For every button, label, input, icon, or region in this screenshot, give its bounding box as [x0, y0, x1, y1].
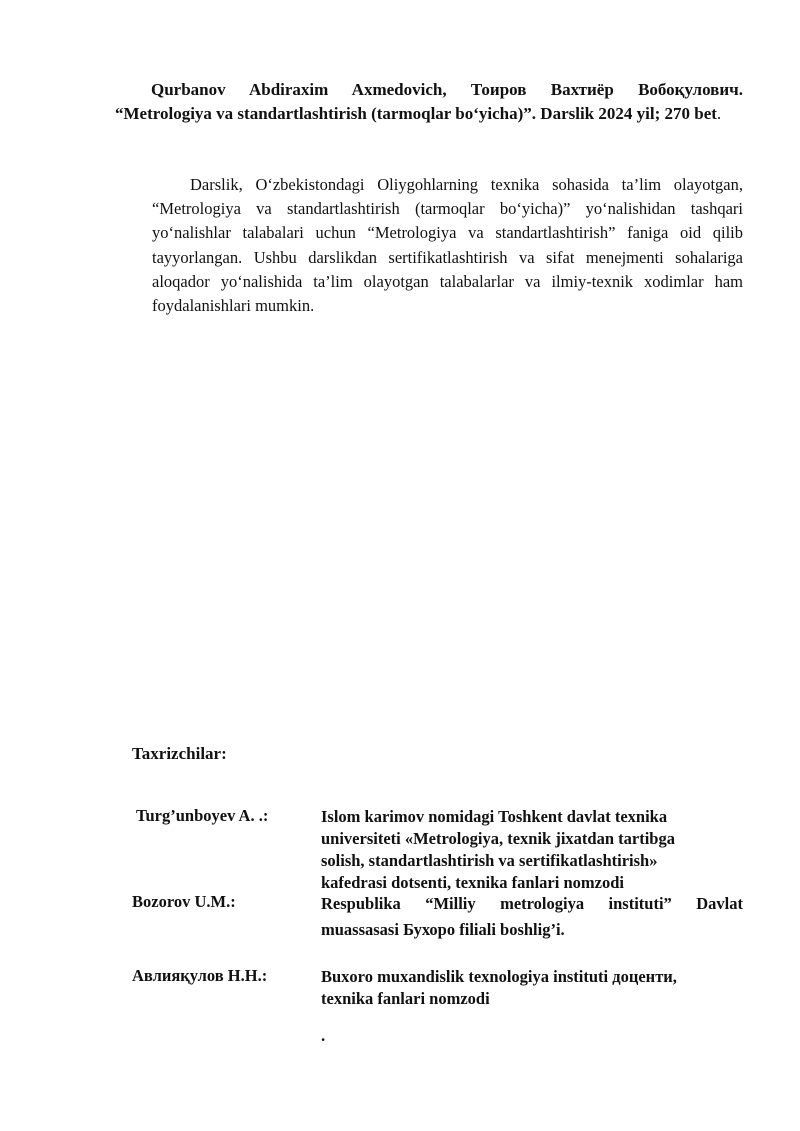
reviewer-name: Turg’unboyev A. .:: [136, 806, 269, 825]
trailing-mark: .: [321, 1026, 326, 1045]
reviewers-heading: Taxrizchilar:: [132, 744, 227, 763]
reviewer-description-line: universiteti «Metrologiya, texnik jixatdan tartibga: [321, 829, 675, 848]
reviewer-description-line: Islom karimov nomidagi Toshkent davlat texnika: [321, 807, 668, 826]
reviewer-description: [321, 806, 743, 894]
reviewer-description-line: texnika fanlari nomzodi: [321, 989, 490, 1008]
citation-title: “Metrologiya va standartlashtirish (tarmoqlar bo‘yicha)”. Darslik 2024 yil; 270 bet: [115, 104, 717, 123]
citation-end: .: [716, 104, 722, 123]
reviewer-description: Respublika “Milliy metrologiya instituti” Davlat muassasasi Бухоро filiali boshlig’i.: [321, 894, 743, 939]
reviewer-description-line: Buxoro muxandislik texnologiya instituti доценти,: [321, 967, 677, 986]
reviewer-description-line: solish, standartlashtirish va sertifikatlashtirish»: [321, 851, 658, 870]
abstract-paragraph: Darslik, O‘zbekistondagi Oliygohlarning texnika sohasida ta’lim olayotgan, “Metrologiya va standartlashtirish (tarmoqlar bo‘yicha)” yo‘nalishidan tashqari yo‘nalishlar talabalari uchun “Metrologiya va standartlashtirish” faniga oid qilib tayyorlangan. Ushbu darslikdan sertifikatlashtirish va sifat menejmenti sohalariga aloqador yo‘nalishida ta’lim olayotgan talabalarlar va ilmiy-texnik xodimlar ham foydalanishlari mumkin.: [152, 175, 743, 316]
reviewer-name: Bozorov U.M.:: [132, 892, 236, 911]
bibliographic-citation: [115, 78, 743, 126]
reviewer-name: Авлияқулов Н.Н.:: [132, 966, 268, 985]
reviewer-description: [321, 966, 743, 1010]
reviewer-description-line: kafedrasi dotsenti, texnika fanlari nomzodi: [321, 873, 624, 892]
citation-authors: Qurbanov Abdiraxim Axmedovich, Тоиров Вахтиёр Вобоқулович.: [151, 80, 743, 99]
